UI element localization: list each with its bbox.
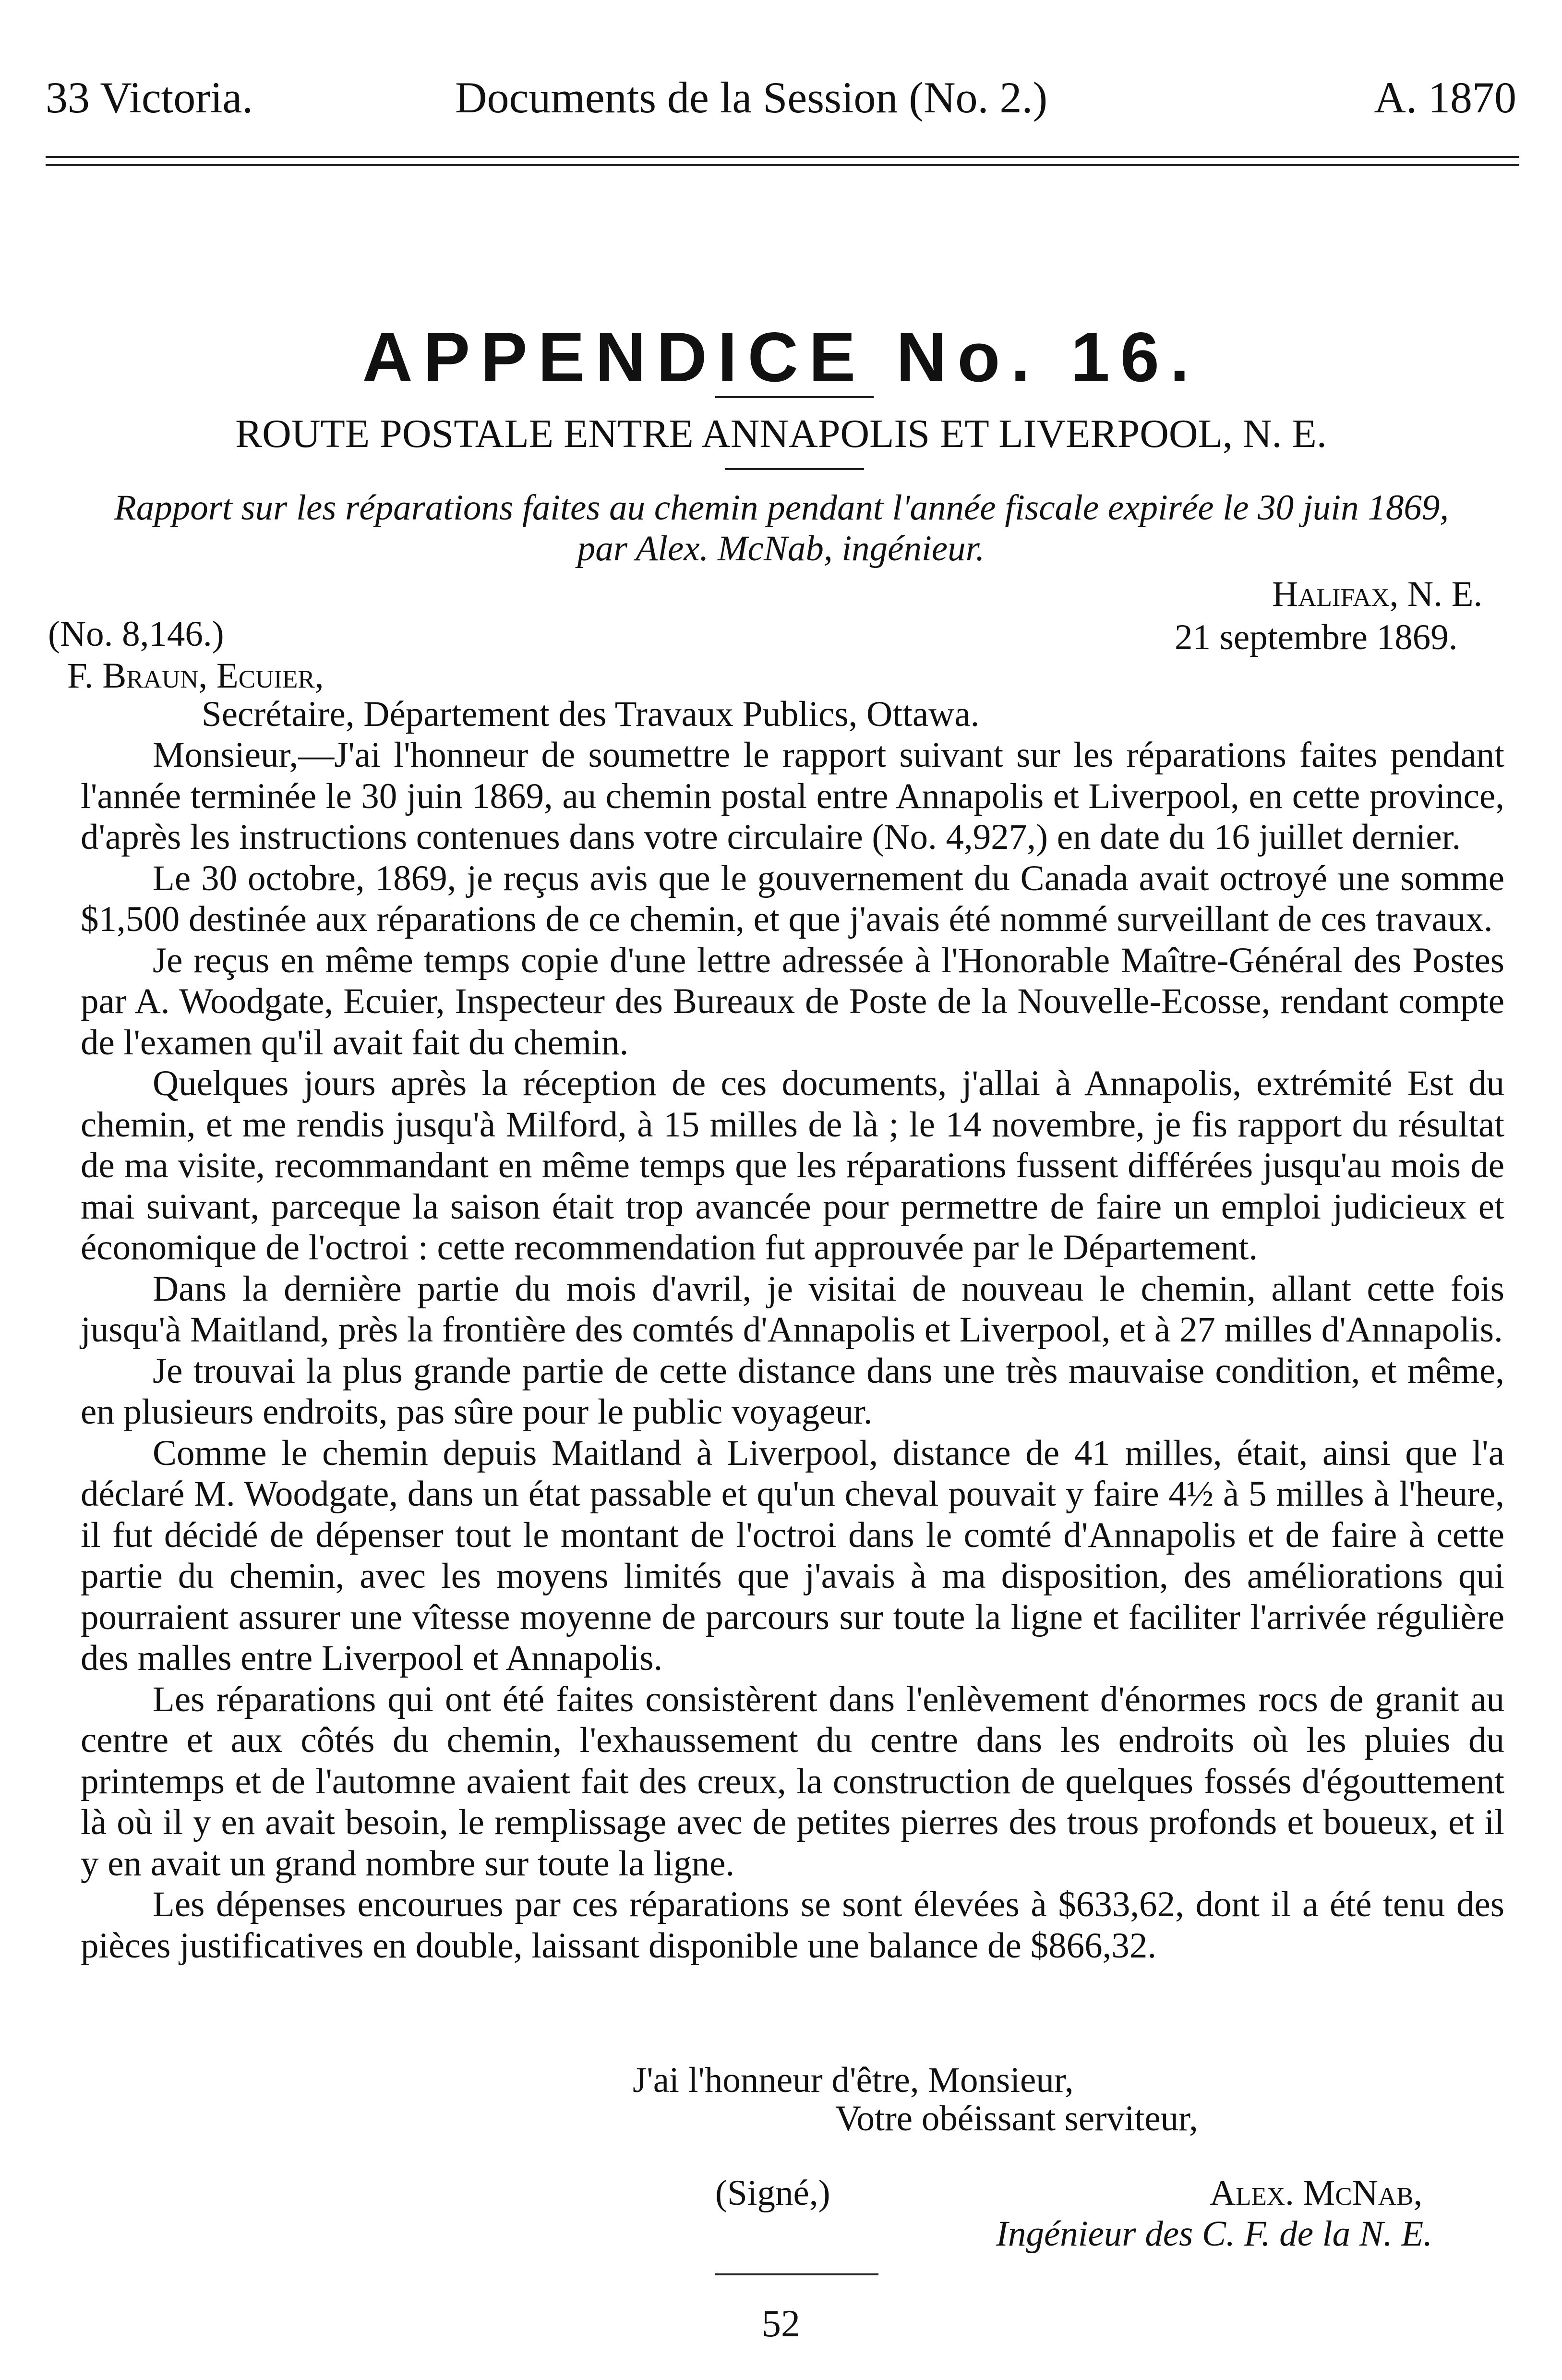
letter-place: Halifax, N. E. — [1272, 574, 1483, 614]
signatory-role: Ingénieur des C. F. de la N. E. — [996, 2214, 1432, 2254]
recipient-name: F. Braun, Ecuier, — [67, 656, 324, 696]
closing-salutation: J'ai l'honneur d'être, Monsieur, — [633, 2060, 1074, 2100]
paragraph: Le 30 octobre, 1869, je reçus avis que le gouvernement du Canada avait octroyé une somme $1,500 destinée aux réparations de ce chemin, et que j'avais été nommé surveillant de ces travaux. — [81, 858, 1504, 939]
letter-body — [81, 735, 1504, 1966]
signed-note: (Signé,) — [715, 2173, 830, 2213]
letter-date: 21 septembre 1869. — [1175, 617, 1458, 657]
report-description-line1: Rapport sur les réparations faites au chemin pendant l'année fiscale expirée le 30 juin 1869, — [114, 488, 1449, 528]
appendix-title: APPENDICE No. 16. — [362, 318, 1200, 396]
header-rule-top — [46, 156, 1519, 158]
header-year: A. 1870 — [1374, 73, 1516, 122]
paragraph: Quelques jours après la réception de ces documents, j'allai à Annapolis, extrémité Est du chemin, et me rendis jusqu'à Milford, à 15 milles de là ; le 14 novembre, je fis rapport du résultat de ma visite, recommandant en même temps que les réparations fussent différées jusqu'au mois de mai suivant, parceque la saison était trop avancée pour permettre de faire un emploi judicieux et économique de l'octroi : cette recommendation fut approuvée par le Département. — [81, 1063, 1504, 1268]
closing-servant: Votre obéissant serviteur, — [835, 2099, 1198, 2138]
header-volume: 33 Victoria. — [46, 73, 253, 122]
paragraph: Je trouvai la plus grande partie de cette distance dans une très mauvaise condition, et même, en plusieurs endroits, pas sûre pour le public voyageur. — [81, 1351, 1504, 1432]
paragraph: Comme le chemin depuis Maitland à Liverpool, distance de 41 milles, était, ainsi que l'a déclaré M. Woodgate, dans un état passable et qu'un cheval pouvait y faire 4½ à 5 milles à l'heure, il fut décidé de dépenser tout le montant de l'octroi dans le comté d'Annapolis et de faire à cette partie du chemin, avec les moyens limités que j'avais à ma disposition, des améliorations qui pourraient assurer une vîtesse moyenne de parcours sur toute la ligne et faciliter l'arrivée régulière des malles entre Liverpool et Annapolis. — [81, 1433, 1504, 1678]
header-document-title: Documents de la Session (No. 2.) — [455, 73, 1048, 122]
subtitle-rule — [725, 468, 864, 470]
title-rule — [715, 396, 874, 398]
header-rule-bottom — [46, 164, 1519, 166]
footer-rule — [715, 2273, 878, 2275]
page-number: 52 — [762, 2303, 800, 2345]
signatory-name: Alex. McNab, — [1210, 2173, 1423, 2213]
paragraph: Monsieur,—J'ai l'honneur de soumettre le rapport suivant sur les réparations faites pendant l'année terminée le 30 juin 1869, au chemin postal entre Annapolis et Liverpool, en cette province, d'après les instructions contenues dans votre circulaire (No. 4,927,) en date du 16 juillet dernier. — [81, 735, 1504, 857]
recipient-title: Secrétaire, Département des Travaux Publics, Ottawa. — [202, 694, 980, 734]
paragraph: Les réparations qui ont été faites consistèrent dans l'enlèvement d'énormes rocs de granit au centre et aux côtés du chemin, l'exhaussement du centre dans les endroits où les pluies du printemps et de l'automne avaient fait des creux, la construction de quelques fossés d'égouttement là où il y en avait besoin, le remplissage avec de petites pierres des trous profonds et boueux, et il y en avait un grand nombre sur toute la ligne. — [81, 1679, 1504, 1884]
report-description-line2: par Alex. McNab, ingénieur. — [577, 529, 985, 568]
paragraph: Les dépenses encourues par ces réparations se sont élevées à $633,62, dont il a été tenu des pièces justificatives en double, laissant disponible une balance de $866,32. — [81, 1885, 1504, 1966]
paragraph: Dans la dernière partie du mois d'avril, je visitai de nouveau le chemin, allant cette fois jusqu'à Maitland, près la frontière des comtés d'Annapolis et Liverpool, et à 27 milles d'Annapolis. — [81, 1269, 1504, 1350]
letter-number: (No. 8,146.) — [48, 614, 224, 654]
paragraph: Je reçus en même temps copie d'une lettre adressée à l'Honorable Maître-Général des Postes par A. Woodgate, Ecuier, Inspecteur des Bureaux de Poste de la Nouvelle-Ecosse, rendant compte de l'examen qu'il avait fait du chemin. — [81, 940, 1504, 1063]
route-subtitle: ROUTE POSTALE ENTRE ANNAPOLIS ET LIVERPOOL, N. E. — [235, 411, 1327, 456]
